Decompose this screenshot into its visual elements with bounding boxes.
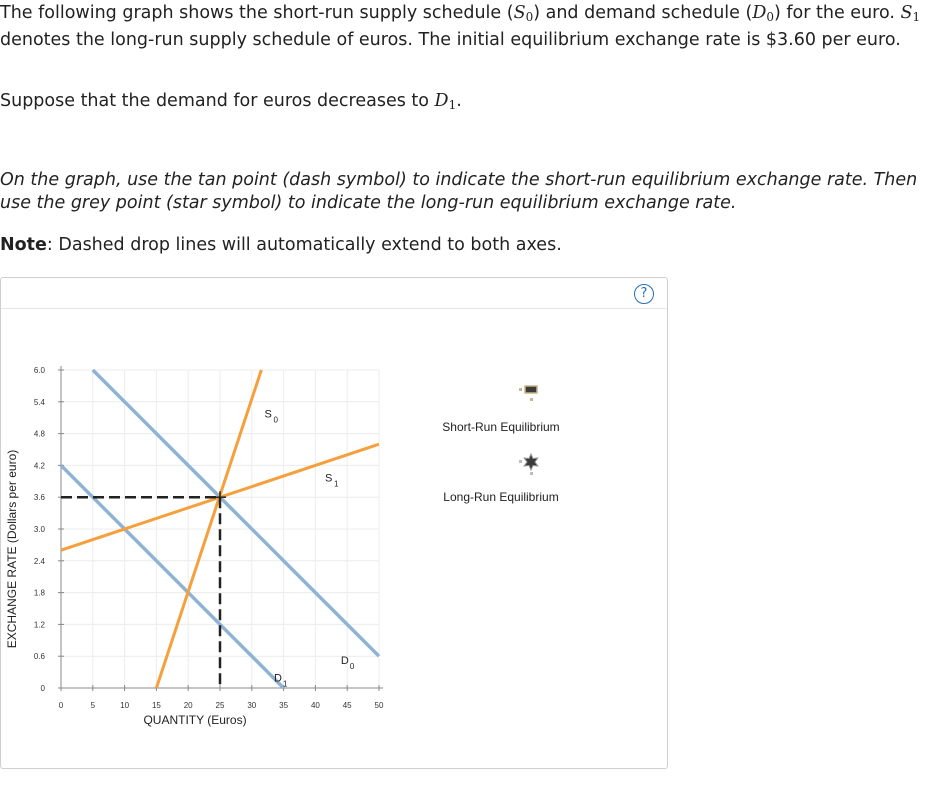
x-tick-label: 5	[90, 701, 96, 710]
instructions-paragraph: On the graph, use the tan point (dash symbol) to indicate the short-run equilibrium exchange rate. Then use the grey point (star symbol) to indicate the long-run equilibrium exchange rate.	[0, 170, 918, 213]
x-tick-label: 15	[151, 701, 161, 710]
y-tick-label: 3.6	[33, 493, 45, 503]
s0-symbol: $S_0$	[513, 3, 534, 24]
x-tick-label: 10	[120, 701, 130, 710]
y-tick-label: 4.8	[33, 429, 45, 439]
y-tick-label: 3.0	[33, 525, 45, 534]
chart-svg[interactable]	[1, 278, 667, 768]
y-tick-label: 5.4	[33, 397, 45, 407]
curve-label: S	[324, 472, 333, 485]
d1-symbol: $D_1$	[434, 91, 457, 112]
y-tick-label: 1.2	[33, 620, 45, 630]
note-paragraph	[0, 234, 930, 257]
demand-curve-D0	[93, 370, 379, 656]
y-axis-title: EXCHANGE RATE (Dollars per euro)	[5, 449, 19, 649]
scenario-end: .	[456, 91, 462, 111]
y-tick-label: 2.4	[33, 556, 45, 566]
curve-label-sub: 0	[273, 415, 278, 425]
x-tick-label: 25	[215, 701, 225, 710]
note-label: Note	[0, 235, 47, 255]
x-tick-label: 30	[247, 701, 257, 710]
intro-text-4: denotes the long-run supply schedule of euros. The initial equilibrium exchange rate is $3.60 per euro.	[0, 30, 901, 50]
dash-icon-handle	[519, 388, 522, 391]
curve-label-sub: 1	[333, 479, 339, 489]
intro-text-2: ) and demand schedule (	[533, 3, 753, 23]
demand-curve-D1	[61, 465, 284, 688]
intro-text-3: ) for the euro.	[774, 3, 901, 23]
scenario-paragraph	[0, 90, 930, 117]
scenario-text: Suppose that the demand for euros decreases to	[0, 91, 435, 111]
y-tick-label: 4.2	[33, 461, 45, 471]
curve-label-sub: 1	[283, 679, 288, 689]
star-icon-handle	[530, 472, 533, 475]
dash-icon-handle	[530, 398, 533, 401]
y-tick-label: 6.0	[33, 366, 45, 375]
intro-text-1: The following graph shows the short-run supply schedule (	[0, 3, 514, 23]
x-tick-label: 20	[183, 701, 193, 710]
x-tick-label: 40	[310, 701, 320, 710]
x-tick-label: 35	[279, 701, 289, 710]
x-tick-label: 0	[58, 701, 64, 710]
star-icon	[524, 454, 538, 470]
star-icon-handle	[519, 460, 522, 463]
y-tick-label: 0.6	[33, 652, 45, 662]
legend-long-run-label: Long-Run Equilibrium	[443, 490, 559, 504]
curve-label: D	[340, 655, 349, 668]
note-text: : Dashed drop lines will automatically extend to both axes.	[46, 235, 562, 255]
x-axis-title: QUANTITY (Euros)	[143, 713, 247, 727]
curve-label: S	[264, 408, 272, 421]
help-icon[interactable]: ?	[634, 284, 654, 304]
intro-paragraph	[0, 2, 930, 52]
y-tick-label: 0	[40, 684, 45, 693]
x-tick-label: 50	[374, 701, 384, 710]
graph-panel	[0, 277, 668, 769]
x-tick-label: 45	[342, 701, 352, 710]
d0-symbol: $D_0$	[752, 3, 774, 24]
curve-label-sub: 0	[349, 662, 355, 672]
curve-label: D	[274, 672, 283, 685]
dash-icon	[525, 386, 537, 393]
legend-short-run-label: Short-Run Equilibrium	[442, 420, 560, 434]
y-tick-label: 1.8	[33, 588, 45, 598]
s1-symbol: $S_1$	[900, 3, 921, 24]
